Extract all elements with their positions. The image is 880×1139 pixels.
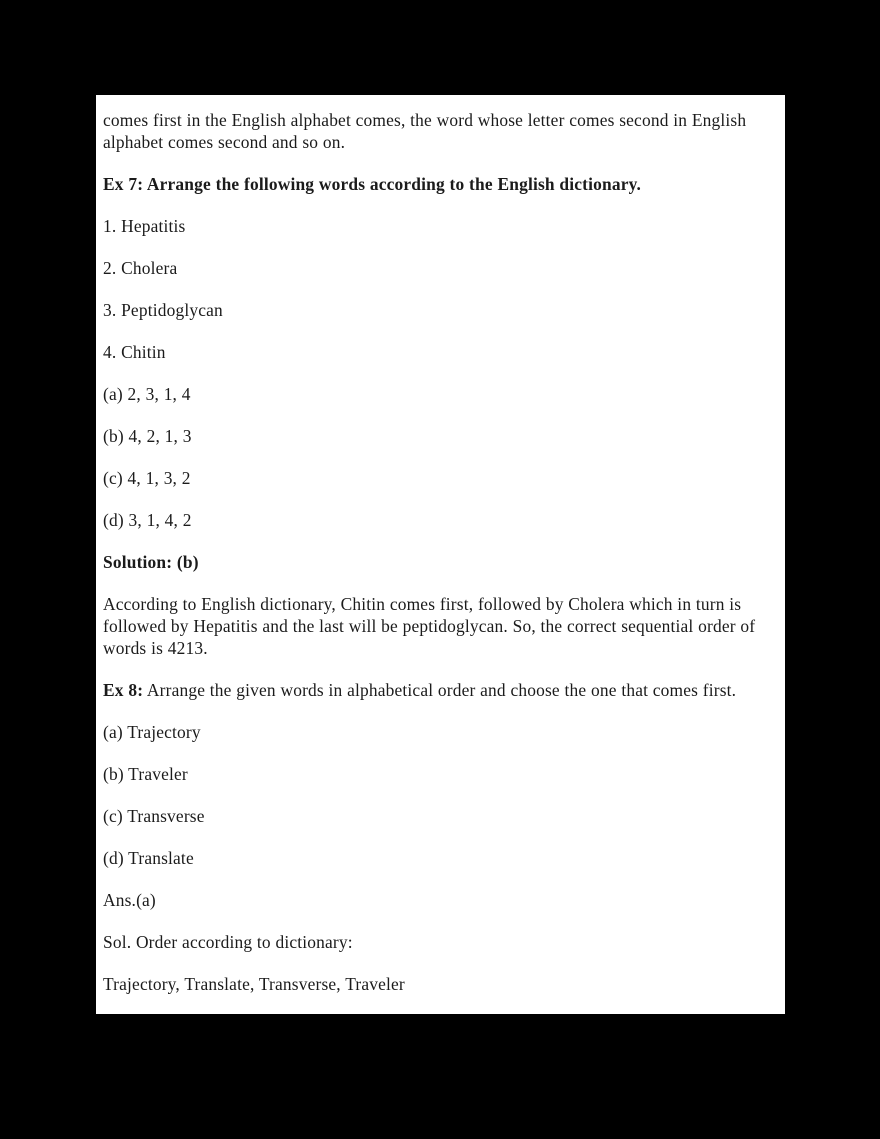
exercise-7-option-b: (b) 4, 2, 1, 3 [103,426,192,446]
exercise-8-heading [96,679,785,701]
exercise-7-word-3: 3. Peptidoglycan [103,300,223,320]
document-page-viewport[interactable] [96,95,785,1014]
exercise-8-answer: Ans.(a) [103,890,156,910]
exercise-7-explanation: According to English dictionary, Chitin comes first, followed by Cholera which in turn is followed by Hepatitis and the last will be peptidoglycan. So, the correct sequential order of words is 4213. [103,594,756,658]
exercise-8-heading-prefix: Ex 8: [103,680,144,700]
exercise-7-heading: Ex 7: Arrange the following words according to the English dictionary. [103,174,642,194]
exercise-8-option-c: (c) Transverse [103,806,205,826]
exercise-8-option-b: (b) Traveler [103,764,188,784]
exercise-7-word-4: 4. Chitin [103,342,166,362]
exercise-8-option-d: (d) Translate [103,848,194,868]
exercise-8-solution-order: Trajectory, Translate, Transverse, Traveler [103,974,405,994]
exercise-7-word-2: 2. Cholera [103,258,178,278]
exercise-7-option-a: (a) 2, 3, 1, 4 [103,384,191,404]
exercise-8-heading-rest: Arrange the given words in alphabetical order and choose the one that comes first. [143,680,737,700]
exercise-7-option-c: (c) 4, 1, 3, 2 [103,468,191,488]
exercise-8-solution-intro: Sol. Order according to dictionary: [103,932,353,952]
exercise-7-solution-label: Solution: (b) [103,552,199,572]
exercise-7-option-d: (d) 3, 1, 4, 2 [103,510,192,530]
exercise-8-option-a: (a) Trajectory [103,722,201,742]
continuation-paragraph: comes first in the English alphabet comes, the word whose letter comes second in English alphabet comes second and so on. [103,110,747,152]
exercise-7-word-1: 1. Hepatitis [103,216,186,236]
document-body [96,95,785,995]
